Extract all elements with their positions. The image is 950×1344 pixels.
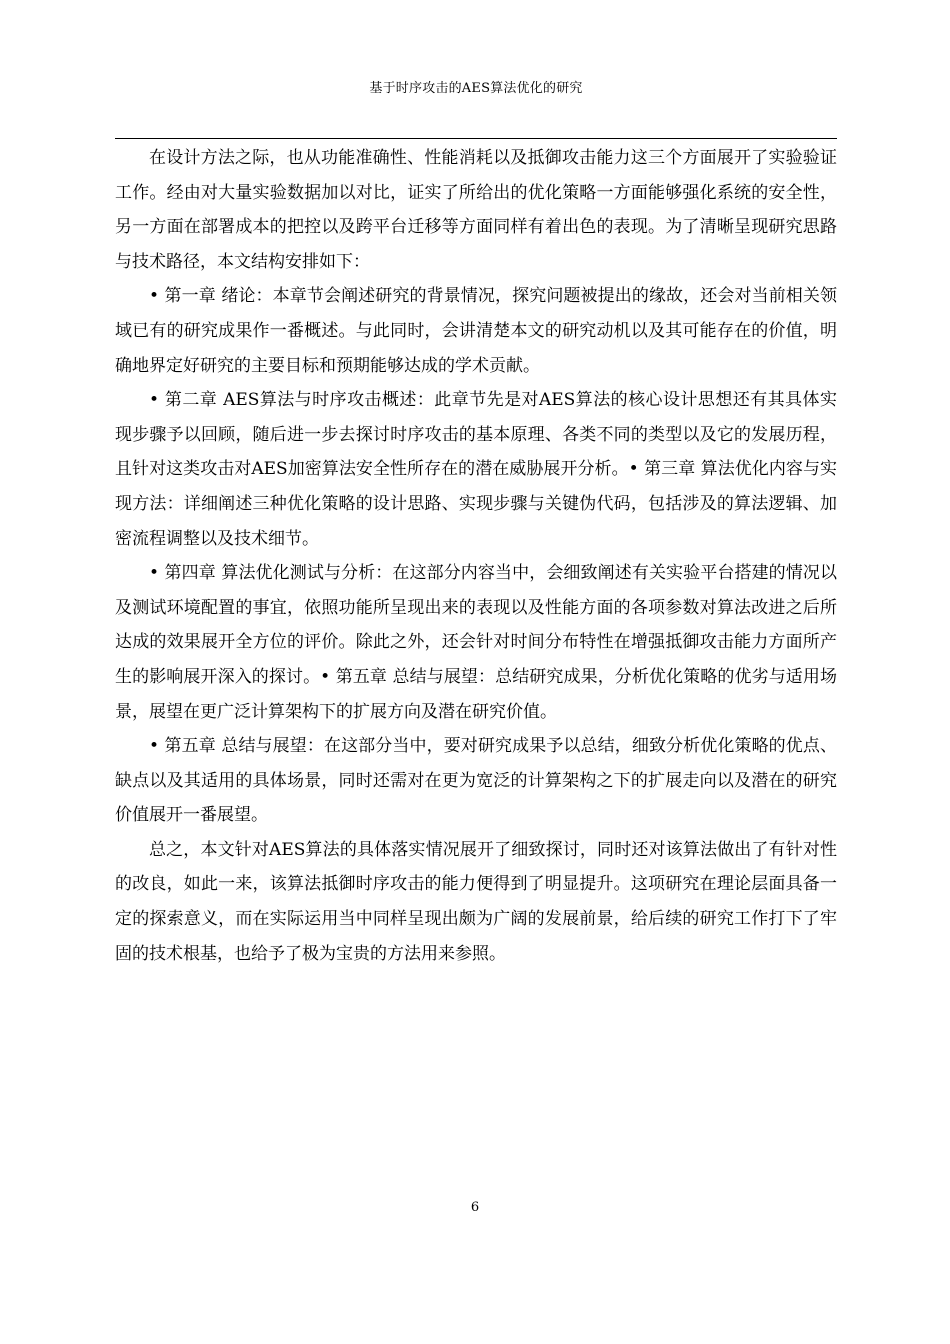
- page-number: 6: [470, 1200, 480, 1215]
- body-text: [115, 141, 837, 971]
- paragraph-chapter-4: • 第四章 算法优化测试与分析：在这部分内容当中，会细致阐述有关实验平台搭建的情况以及测试环境配置的事宜，依照功能所呈现出来的表现以及性能方面的各项参数对算法改进之后所达成的效果展开全方位的评价。除此之外，还会针对时间分布特性在增强抵御攻击能力方面所产生的影响展开深入的探讨。• 第五章 总结与展望：总结研究成果，分析优化策略的优劣与适用场景，展望在更广泛计算架构下的扩展方向及潜在研究价值。: [115, 563, 837, 722]
- paragraph-chapter-1: • 第一章 绪论：本章节会阐述研究的背景情况，探究问题被提出的缘故，还会对当前相关领域已有的研究成果作一番概述。与此同时，会讲清楚本文的研究动机以及其可能存在的价值，明确地界定好研究的主要目标和预期能够达成的学术贡献。: [115, 286, 837, 376]
- running-header: 基于时序攻击的AES算法优化的研究: [369, 81, 583, 96]
- paragraph-intro: 在设计方法之际，也从功能准确性、性能消耗以及抵御攻击能力这三个方面展开了实验验证工作。经由对大量实验数据加以对比，证实了所给出的优化策略一方面能够强化系统的安全性，另一方面在部署成本的把控以及跨平台迁移等方面同样有着出色的表现。为了清晰呈现研究思路与技术路径，本文结构安排如下：: [115, 148, 837, 272]
- paragraph-conclusion: 总之，本文针对AES算法的具体落实情况展开了细致探讨，同时还对该算法做出了有针对性的改良，如此一来，该算法抵御时序攻击的能力便得到了明显提升。这项研究在理论层面具备一定的探索意义，而在实际运用当中同样呈现出颇为广阔的发展前景，给后续的研究工作打下了牢固的技术根基，也给予了极为宝贵的方法用来参照。: [115, 839, 837, 964]
- header-rule: [115, 138, 837, 139]
- paragraph-chapter-5: • 第五章 总结与展望：在这部分当中，要对研究成果予以总结，细致分析优化策略的优点、缺点以及其适用的具体场景，同时还需对在更为宽泛的计算架构之下的扩展走向以及潜在的研究价值展开一番展望。: [115, 736, 837, 826]
- paragraph-chapter-2-3: • 第二章 AES算法与时序攻击概述：此章节先是对AES算法的核心设计思想还有其具体实现步骤予以回顾，随后进一步去探讨时序攻击的基本原理、各类不同的类型以及它的发展历程，且针对这类攻击对AES加密算法安全性所存在的潜在威胁展开分析。• 第三章 算法优化内容与实现方法：详细阐述三种优化策略的设计思路、实现步骤与关键伪代码，包括涉及的算法逻辑、加密流程调整以及技术细节。: [115, 390, 837, 549]
